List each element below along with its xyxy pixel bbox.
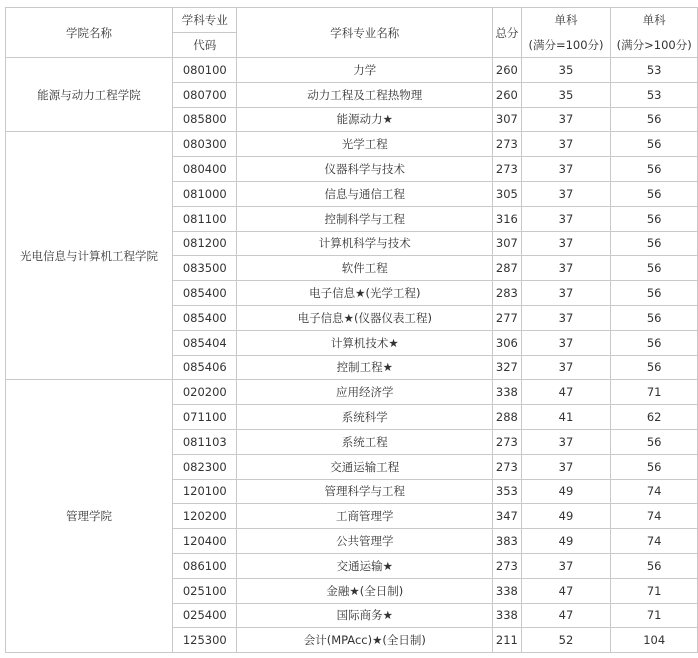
total-cell: 260 — [493, 82, 522, 107]
single1-cell: 37 — [521, 256, 611, 281]
name-cell: 控制科学与工程 — [237, 206, 493, 231]
single2-cell: 62 — [611, 405, 698, 430]
code-cell: 025400 — [173, 603, 237, 628]
code-cell: 082300 — [173, 454, 237, 479]
single2-cell: 56 — [611, 181, 698, 206]
code-cell: 125300 — [173, 628, 237, 653]
total-cell: 353 — [493, 479, 522, 504]
single2-cell: 71 — [611, 380, 698, 405]
code-cell: 085406 — [173, 355, 237, 380]
single1-cell: 47 — [521, 380, 611, 405]
single2-cell: 56 — [611, 429, 698, 454]
total-cell: 307 — [493, 231, 522, 256]
total-cell: 327 — [493, 355, 522, 380]
name-cell: 工商管理学 — [237, 504, 493, 529]
header-code-line1: 学科专业 — [173, 8, 237, 33]
code-cell: 080100 — [173, 58, 237, 83]
code-cell: 080400 — [173, 157, 237, 182]
total-cell: 288 — [493, 405, 522, 430]
header-code-line2: 代码 — [173, 33, 237, 58]
header-total: 总分 — [493, 8, 522, 58]
single1-cell: 37 — [521, 157, 611, 182]
total-cell: 260 — [493, 58, 522, 83]
total-cell: 347 — [493, 504, 522, 529]
code-cell: 081200 — [173, 231, 237, 256]
total-cell: 273 — [493, 132, 522, 157]
table-row — [6, 132, 698, 157]
name-cell: 软件工程 — [237, 256, 493, 281]
single2-cell: 71 — [611, 603, 698, 628]
code-cell: 081103 — [173, 429, 237, 454]
name-cell: 仪器科学与技术 — [237, 157, 493, 182]
code-cell: 086100 — [173, 553, 237, 578]
single2-cell: 56 — [611, 355, 698, 380]
name-cell: 系统科学 — [237, 405, 493, 430]
code-cell: 085404 — [173, 330, 237, 355]
single2-cell: 56 — [611, 107, 698, 132]
name-cell: 控制工程★ — [237, 355, 493, 380]
total-cell: 306 — [493, 330, 522, 355]
single1-cell: 52 — [521, 628, 611, 653]
header-row — [6, 8, 698, 33]
single2-cell: 74 — [611, 504, 698, 529]
code-cell: 120200 — [173, 504, 237, 529]
single1-cell: 37 — [521, 281, 611, 306]
single1-cell: 37 — [521, 330, 611, 355]
code-cell: 081000 — [173, 181, 237, 206]
college-cell: 管理学院 — [6, 380, 173, 653]
single2-cell: 56 — [611, 330, 698, 355]
single2-cell: 56 — [611, 206, 698, 231]
name-cell: 管理科学与工程 — [237, 479, 493, 504]
code-cell: 080700 — [173, 82, 237, 107]
code-cell: 083500 — [173, 256, 237, 281]
total-cell: 338 — [493, 578, 522, 603]
name-cell: 计算机科学与技术 — [237, 231, 493, 256]
code-cell: 080300 — [173, 132, 237, 157]
single1-cell: 49 — [521, 479, 611, 504]
code-cell: 120400 — [173, 529, 237, 554]
college-cell: 光电信息与计算机工程学院 — [6, 132, 173, 380]
name-cell: 国际商务★ — [237, 603, 493, 628]
header-single2-line2: (满分>100分) — [611, 33, 698, 58]
code-cell: 081100 — [173, 206, 237, 231]
name-cell: 交通运输★ — [237, 553, 493, 578]
total-cell: 273 — [493, 454, 522, 479]
header-college: 学院名称 — [6, 8, 173, 58]
single2-cell: 56 — [611, 132, 698, 157]
name-cell: 力学 — [237, 58, 493, 83]
single2-cell: 56 — [611, 305, 698, 330]
name-cell: 应用经济学 — [237, 380, 493, 405]
total-cell: 338 — [493, 603, 522, 628]
single2-cell: 74 — [611, 479, 698, 504]
code-cell: 025100 — [173, 578, 237, 603]
single2-cell: 56 — [611, 281, 698, 306]
name-cell: 信息与通信工程 — [237, 181, 493, 206]
header-name: 学科专业名称 — [237, 8, 493, 58]
single2-cell: 56 — [611, 454, 698, 479]
single1-cell: 37 — [521, 206, 611, 231]
table-row — [6, 380, 698, 405]
single1-cell: 49 — [521, 504, 611, 529]
score-table — [5, 7, 698, 653]
single1-cell: 47 — [521, 603, 611, 628]
total-cell: 283 — [493, 281, 522, 306]
single1-cell: 37 — [521, 553, 611, 578]
total-cell: 273 — [493, 157, 522, 182]
code-cell: 085400 — [173, 281, 237, 306]
total-cell: 273 — [493, 553, 522, 578]
code-cell: 085400 — [173, 305, 237, 330]
college-cell: 能源与动力工程学院 — [6, 58, 173, 132]
single1-cell: 37 — [521, 107, 611, 132]
total-cell: 273 — [493, 429, 522, 454]
total-cell: 338 — [493, 380, 522, 405]
single1-cell: 41 — [521, 405, 611, 430]
single1-cell: 47 — [521, 578, 611, 603]
name-cell: 动力工程及工程热物理 — [237, 82, 493, 107]
single1-cell: 37 — [521, 132, 611, 157]
total-cell: 316 — [493, 206, 522, 231]
name-cell: 电子信息★(光学工程) — [237, 281, 493, 306]
table-body — [6, 58, 698, 653]
code-cell: 020200 — [173, 380, 237, 405]
single2-cell: 53 — [611, 82, 698, 107]
single1-cell: 35 — [521, 58, 611, 83]
single2-cell: 56 — [611, 231, 698, 256]
single1-cell: 37 — [521, 429, 611, 454]
name-cell: 能源动力★ — [237, 107, 493, 132]
code-cell: 071100 — [173, 405, 237, 430]
header-single2-line1: 单科 — [611, 8, 698, 33]
single2-cell: 56 — [611, 256, 698, 281]
single2-cell: 71 — [611, 578, 698, 603]
single1-cell: 37 — [521, 181, 611, 206]
total-cell: 287 — [493, 256, 522, 281]
name-cell: 电子信息★(仪器仪表工程) — [237, 305, 493, 330]
name-cell: 金融★(全日制) — [237, 578, 493, 603]
name-cell: 计算机技术★ — [237, 330, 493, 355]
name-cell: 会计(MPAcc)★(全日制) — [237, 628, 493, 653]
total-cell: 211 — [493, 628, 522, 653]
name-cell: 公共管理学 — [237, 529, 493, 554]
name-cell: 交通运输工程 — [237, 454, 493, 479]
code-cell: 085800 — [173, 107, 237, 132]
single1-cell: 37 — [521, 305, 611, 330]
single2-cell: 104 — [611, 628, 698, 653]
code-cell: 120100 — [173, 479, 237, 504]
total-cell: 383 — [493, 529, 522, 554]
header-single1-line1: 单科 — [521, 8, 611, 33]
header-single1-line2: (满分=100分) — [521, 33, 611, 58]
single2-cell: 56 — [611, 553, 698, 578]
single1-cell: 37 — [521, 231, 611, 256]
total-cell: 277 — [493, 305, 522, 330]
single1-cell: 37 — [521, 355, 611, 380]
single2-cell: 56 — [611, 157, 698, 182]
single1-cell: 35 — [521, 82, 611, 107]
name-cell: 光学工程 — [237, 132, 493, 157]
single2-cell: 74 — [611, 529, 698, 554]
single1-cell: 37 — [521, 454, 611, 479]
single1-cell: 49 — [521, 529, 611, 554]
single2-cell: 53 — [611, 58, 698, 83]
total-cell: 305 — [493, 181, 522, 206]
total-cell: 307 — [493, 107, 522, 132]
name-cell: 系统工程 — [237, 429, 493, 454]
table-row — [6, 58, 698, 83]
